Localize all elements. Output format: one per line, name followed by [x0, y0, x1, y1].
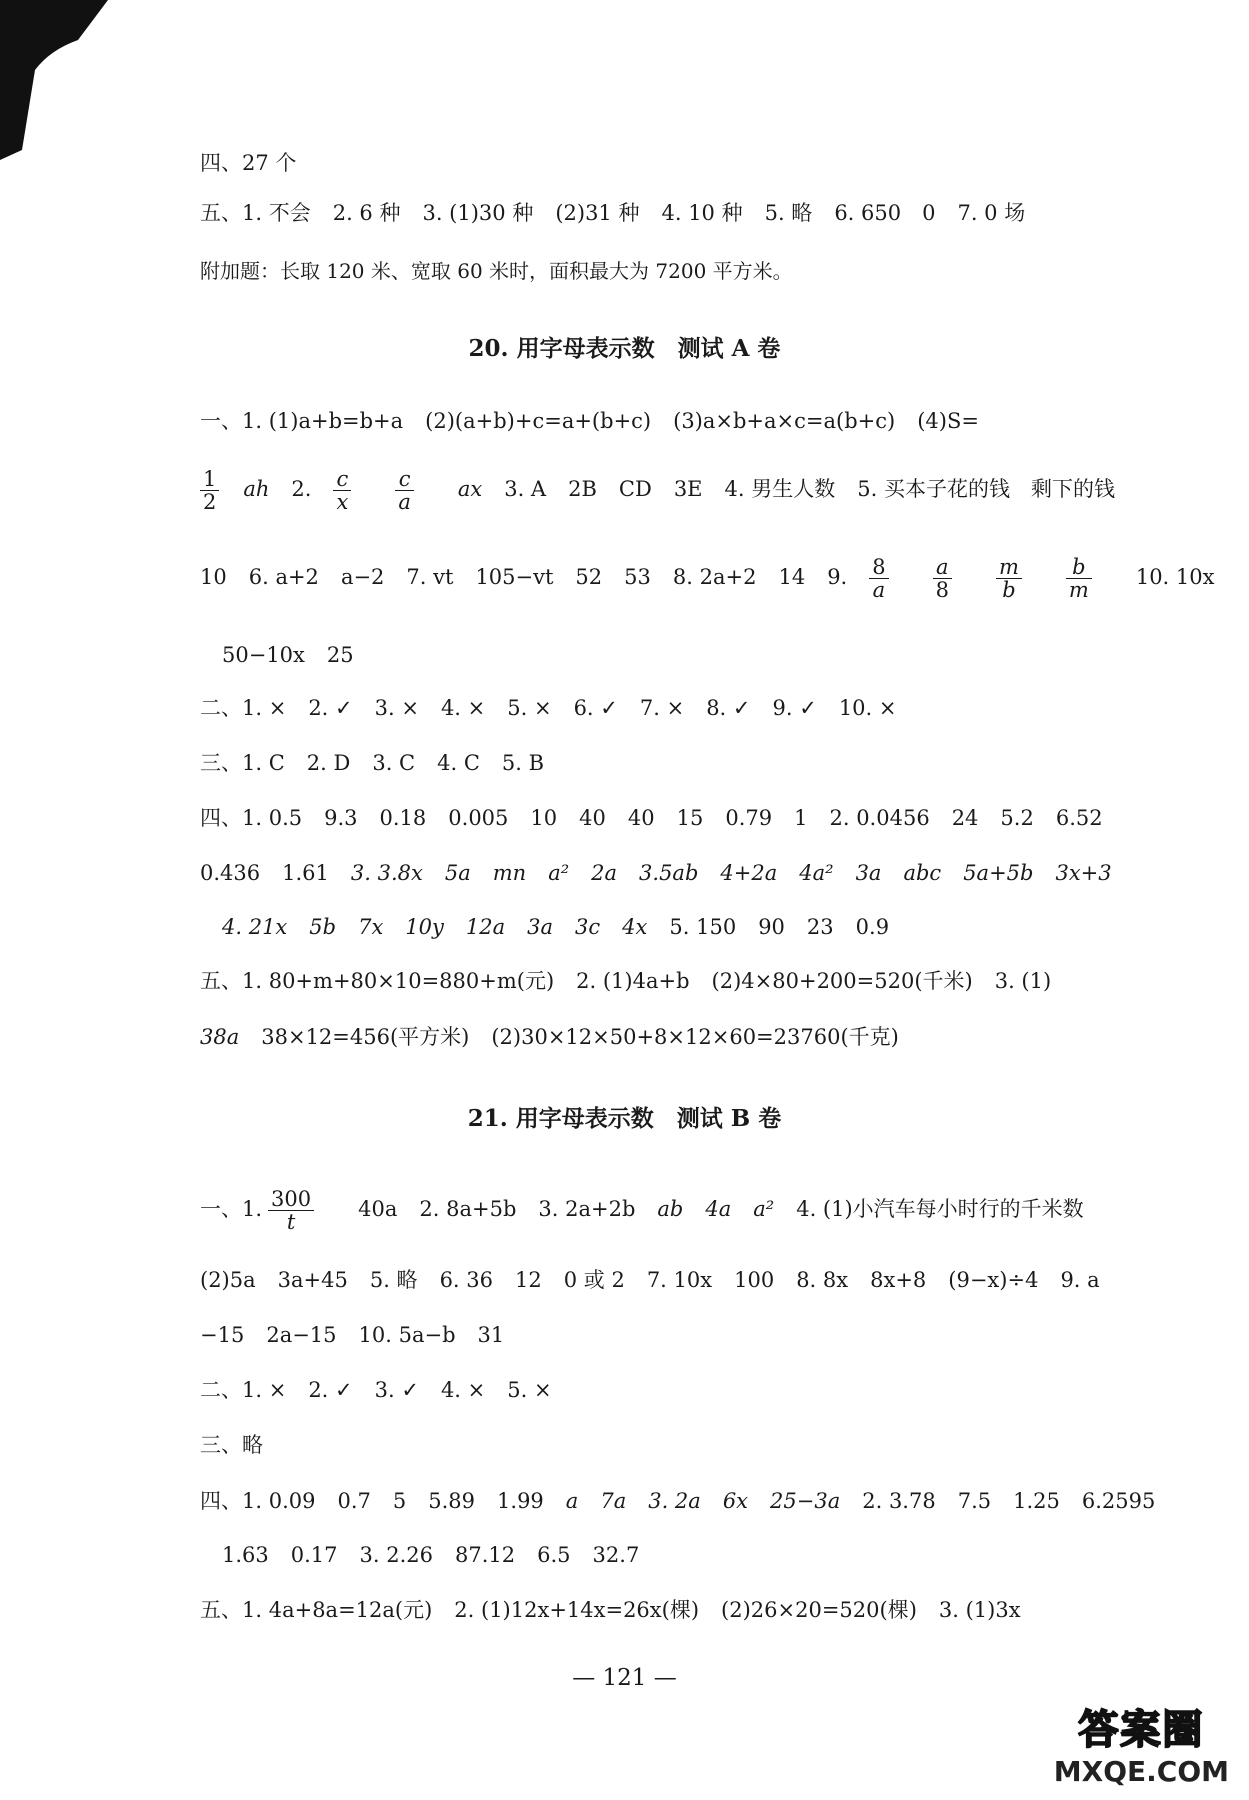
fraction: $\frac{c}{a}$	[395, 468, 436, 513]
answer-line: 五、1. 4a+8a=12a(元) 2. (1)12x+14x=26x(棵) (2)26×20=520(棵) 3. (1)3x	[200, 1598, 1021, 1622]
answer-line: −15 2a−15 10. 5a−b 31	[200, 1323, 505, 1347]
answer-line: 4. 21x 5b 7x 10y 12a 3a 3c 4x 5. 150 90 23 0.9	[222, 915, 890, 939]
scan-corner-shadow	[0, 0, 120, 160]
watermark	[1054, 1698, 1229, 1788]
fraction: $\frac{c}{x}$	[333, 468, 373, 513]
watermark-url: MXQE.COM	[1053, 1755, 1229, 1788]
answer-line: 四、27 个	[200, 151, 297, 175]
answer-line: 五、1. 80+m+80×10=880+m(元) 2. (1)4a+b (2)4×80+200=520(千米) 3. (1)	[200, 969, 1052, 993]
answer-line: (2)5a 3a+45 5. 略 6. 36 12 0 或 2 7. 10x 100 8. 8x 8x+8 (9−x)÷4 9. a	[200, 1268, 1100, 1292]
fraction: $\frac{8}{a}$	[869, 556, 910, 601]
answer-line: 三、1. C 2. D 3. C 4. C 5. B	[200, 751, 545, 775]
answer-line: 二、1. × 2. ✓ 3. ✓ 4. × 5. ×	[200, 1378, 552, 1402]
answer-line: 一、1. (1)a+b=b+a (2)(a+b)+c=a+(b+c) (3)a×b+a×c=a(b+c) (4)S=	[200, 409, 979, 433]
answer-line: 38a 38×12=456(平方米) (2)30×12×50+8×12×60=23760(千克)	[200, 1025, 899, 1049]
section-title: 20. 用字母表示数 测试 A 卷	[468, 335, 781, 362]
fraction: $\frac{b}{m}$	[1066, 556, 1114, 601]
answer-line: 10 6. a+2 a−2 7. vt 105−vt 52 53 8. 2a+2 14 9. $\frac{8}{a}$ $\frac{a}{8}$ $\frac{m}{b}$ $\frac{b}{m}$ 10. 10x	[200, 555, 1215, 602]
watermark-logo: 答案圈	[1078, 1707, 1205, 1753]
answer-line: $\frac{1}{2}$ ah 2. $\frac{c}{x}$ $\frac{c}{a}$ ax 3. A 2B CD 3E 4. 男生人数 5. 买本子花的钱 剩下的钱	[200, 468, 1137, 513]
fraction: $\frac{a}{8}$	[933, 556, 974, 601]
answer-line: 0.436 1.61 3. 3.8x 5a mn a² 2a 3.5ab 4+2a 4a² 3a abc 5a+5b 3x+3	[200, 861, 1112, 885]
section-title: 21. 用字母表示数 测试 B 卷	[467, 1105, 782, 1132]
answer-line: 50−10x 25	[222, 643, 354, 667]
answer-line: 四、1. 0.09 0.7 5 5.89 1.99 a 7a 3. 2a 6x 25−3a 2. 3.78 7.5 1.25 6.2595	[200, 1489, 1156, 1513]
fraction: $\frac{m}{b}$	[996, 556, 1044, 601]
answer-line: 一、1. $\frac{300}{t}$ 40a 2. 8a+5b 3. 2a+2b ab 4a a² 4. (1)小汽车每小时行的千米数	[200, 1187, 1084, 1234]
answer-line: 三、略	[200, 1433, 263, 1457]
fraction: $\frac{1}{2}$	[200, 468, 241, 513]
answer-line: 1.63 0.17 3. 2.26 87.12 6.5 32.7	[222, 1543, 640, 1567]
answer-line: 五、1. 不会 2. 6 种 3. (1)30 种 (2)31 种 4. 10 种 5. 略 6. 650 0 7. 0 场	[200, 201, 1026, 225]
answer-line: 四、1. 0.5 9.3 0.18 0.005 10 40 40 15 0.79 1 2. 0.0456 24 5.2 6.52	[200, 806, 1103, 830]
answer-line: 二、1. × 2. ✓ 3. × 4. × 5. × 6. ✓ 7. × 8. ✓ 9. ✓ 10. ×	[200, 696, 897, 720]
fraction: $\frac{300}{t}$	[268, 1188, 336, 1233]
page-number: — 121 —	[572, 1665, 677, 1691]
answer-line: 附加题：长取 120 米、宽取 60 米时，面积最大为 7200 平方米。	[200, 259, 793, 283]
